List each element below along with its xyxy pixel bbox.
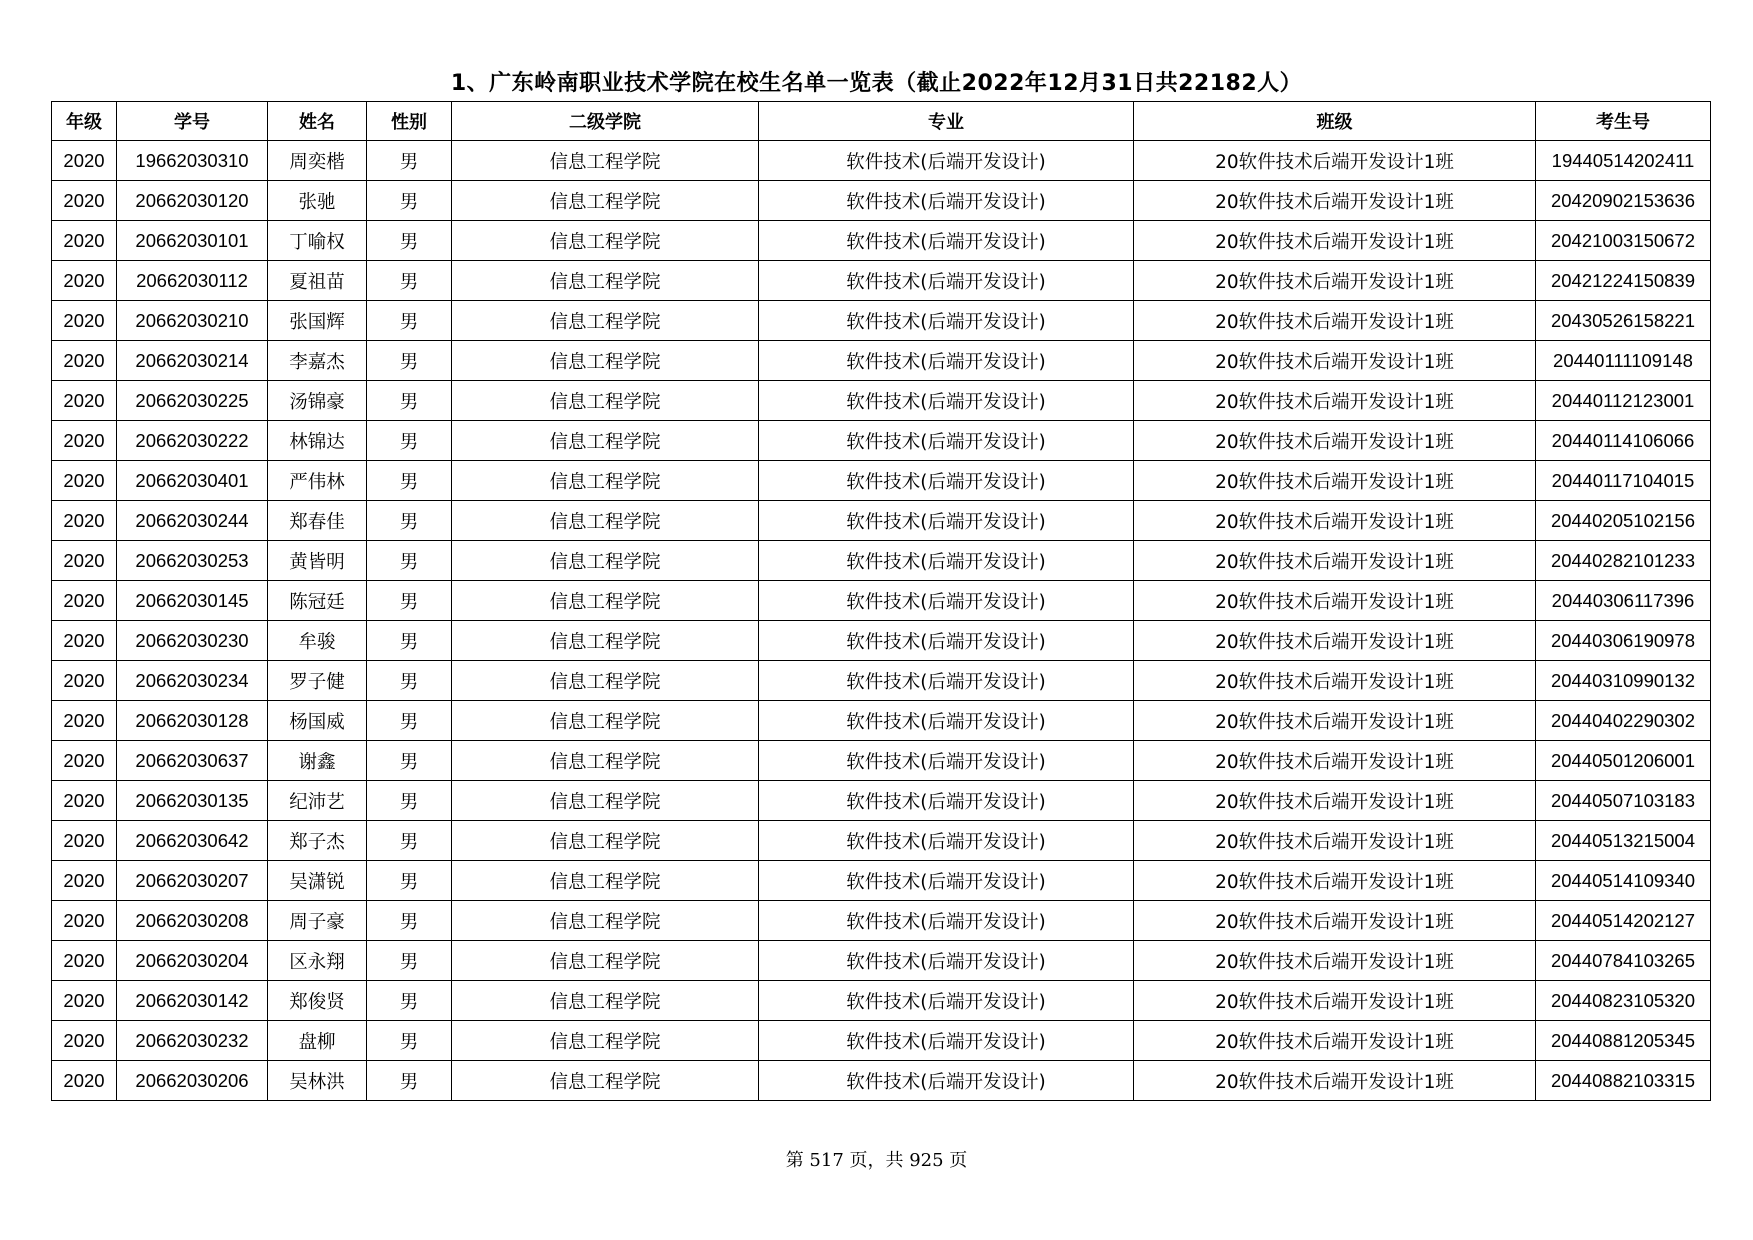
cell-name: 陈冠廷 [268, 581, 367, 621]
cell-class: 20软件技术后端开发设计1班 [1134, 661, 1536, 701]
cell-grade: 2020 [52, 781, 117, 821]
cell-name: 李嘉杰 [268, 341, 367, 381]
cell-gender: 男 [367, 901, 452, 941]
header-college: 二级学院 [452, 102, 759, 141]
cell-name: 盘柳 [268, 1021, 367, 1061]
table-row [52, 1061, 1711, 1101]
cell-name: 丁喻权 [268, 221, 367, 261]
cell-grade: 2020 [52, 461, 117, 501]
cell-name: 郑子杰 [268, 821, 367, 861]
cell-exam-number: 20440306190978 [1536, 621, 1711, 661]
cell-name: 张国辉 [268, 301, 367, 341]
cell-name: 吴林洪 [268, 1061, 367, 1101]
cell-exam-number: 20440514109340 [1536, 861, 1711, 901]
cell-major: 软件技术(后端开发设计) [759, 141, 1134, 181]
cell-grade: 2020 [52, 821, 117, 861]
cell-gender: 男 [367, 221, 452, 261]
cell-exam-number: 20440402290302 [1536, 701, 1711, 741]
page-number: 第 517 页，共 925 页 [785, 1150, 968, 1171]
cell-name: 林锦达 [268, 421, 367, 461]
cell-gender: 男 [367, 701, 452, 741]
cell-class: 20软件技术后端开发设计1班 [1134, 261, 1536, 301]
header-student-id: 学号 [117, 102, 268, 141]
cell-class: 20软件技术后端开发设计1班 [1134, 941, 1536, 981]
table-header-row [52, 102, 1711, 141]
cell-student-id: 20662030206 [117, 1061, 268, 1101]
cell-name: 黄皆明 [268, 541, 367, 581]
cell-college: 信息工程学院 [452, 501, 759, 541]
cell-grade: 2020 [52, 341, 117, 381]
table-row [52, 221, 1711, 261]
header-grade: 年级 [52, 102, 117, 141]
cell-grade: 2020 [52, 861, 117, 901]
cell-exam-number: 20440784103265 [1536, 941, 1711, 981]
cell-major: 软件技术(后端开发设计) [759, 501, 1134, 541]
cell-major: 软件技术(后端开发设计) [759, 581, 1134, 621]
header-major: 专业 [759, 102, 1134, 141]
cell-class: 20软件技术后端开发设计1班 [1134, 381, 1536, 421]
cell-class: 20软件技术后端开发设计1班 [1134, 981, 1536, 1021]
cell-grade: 2020 [52, 941, 117, 981]
cell-class: 20软件技术后端开发设计1班 [1134, 181, 1536, 221]
cell-gender: 男 [367, 141, 452, 181]
cell-student-id: 20662030230 [117, 621, 268, 661]
cell-grade: 2020 [52, 981, 117, 1021]
cell-name: 周子豪 [268, 901, 367, 941]
cell-exam-number: 20440205102156 [1536, 501, 1711, 541]
cell-student-id: 20662030637 [117, 741, 268, 781]
cell-class: 20软件技术后端开发设计1班 [1134, 221, 1536, 261]
table-row [52, 741, 1711, 781]
cell-major: 软件技术(后端开发设计) [759, 981, 1134, 1021]
cell-college: 信息工程学院 [452, 421, 759, 461]
cell-college: 信息工程学院 [452, 861, 759, 901]
cell-class: 20软件技术后端开发设计1班 [1134, 421, 1536, 461]
cell-gender: 男 [367, 861, 452, 901]
cell-class: 20软件技术后端开发设计1班 [1134, 501, 1536, 541]
cell-gender: 男 [367, 261, 452, 301]
cell-gender: 男 [367, 541, 452, 581]
cell-exam-number: 20440881205345 [1536, 1021, 1711, 1061]
cell-grade: 2020 [52, 221, 117, 261]
cell-student-id: 20662030225 [117, 381, 268, 421]
cell-grade: 2020 [52, 741, 117, 781]
cell-grade: 2020 [52, 621, 117, 661]
cell-student-id: 20662030145 [117, 581, 268, 621]
cell-class: 20软件技术后端开发设计1班 [1134, 461, 1536, 501]
header-exam-number: 考生号 [1536, 102, 1711, 141]
cell-major: 软件技术(后端开发设计) [759, 621, 1134, 661]
cell-exam-number: 20420902153636 [1536, 181, 1711, 221]
cell-exam-number: 20440823105320 [1536, 981, 1711, 1021]
cell-name: 夏祖苗 [268, 261, 367, 301]
cell-gender: 男 [367, 781, 452, 821]
cell-college: 信息工程学院 [452, 701, 759, 741]
cell-name: 吴潇锐 [268, 861, 367, 901]
cell-student-id: 20662030101 [117, 221, 268, 261]
header-class: 班级 [1134, 102, 1536, 141]
cell-college: 信息工程学院 [452, 301, 759, 341]
cell-name: 张驰 [268, 181, 367, 221]
cell-name: 杨国威 [268, 701, 367, 741]
cell-major: 软件技术(后端开发设计) [759, 661, 1134, 701]
cell-student-id: 20662030204 [117, 941, 268, 981]
cell-college: 信息工程学院 [452, 821, 759, 861]
cell-name: 罗子健 [268, 661, 367, 701]
cell-exam-number: 20430526158221 [1536, 301, 1711, 341]
cell-exam-number: 20440282101233 [1536, 541, 1711, 581]
cell-exam-number: 20440111109148 [1536, 341, 1711, 381]
table-row [52, 661, 1711, 701]
table-row [52, 541, 1711, 581]
cell-name: 郑俊贤 [268, 981, 367, 1021]
cell-student-id: 20662030210 [117, 301, 268, 341]
table-row [52, 461, 1711, 501]
header-gender: 性别 [367, 102, 452, 141]
cell-college: 信息工程学院 [452, 341, 759, 381]
cell-college: 信息工程学院 [452, 381, 759, 421]
cell-class: 20软件技术后端开发设计1班 [1134, 701, 1536, 741]
cell-major: 软件技术(后端开发设计) [759, 741, 1134, 781]
cell-college: 信息工程学院 [452, 181, 759, 221]
cell-name: 牟骏 [268, 621, 367, 661]
cell-student-id: 20662030642 [117, 821, 268, 861]
cell-grade: 2020 [52, 581, 117, 621]
cell-college: 信息工程学院 [452, 541, 759, 581]
table-row [52, 261, 1711, 301]
cell-student-id: 20662030128 [117, 701, 268, 741]
cell-class: 20软件技术后端开发设计1班 [1134, 341, 1536, 381]
cell-exam-number: 20421224150839 [1536, 261, 1711, 301]
cell-student-id: 20662030214 [117, 341, 268, 381]
cell-major: 软件技术(后端开发设计) [759, 861, 1134, 901]
cell-grade: 2020 [52, 1061, 117, 1101]
cell-exam-number: 20440306117396 [1536, 581, 1711, 621]
cell-gender: 男 [367, 581, 452, 621]
cell-major: 软件技术(后端开发设计) [759, 781, 1134, 821]
cell-college: 信息工程学院 [452, 461, 759, 501]
cell-gender: 男 [367, 301, 452, 341]
cell-class: 20软件技术后端开发设计1班 [1134, 861, 1536, 901]
cell-college: 信息工程学院 [452, 141, 759, 181]
cell-student-id: 20662030112 [117, 261, 268, 301]
cell-grade: 2020 [52, 141, 117, 181]
cell-major: 软件技术(后端开发设计) [759, 381, 1134, 421]
cell-student-id: 20662030142 [117, 981, 268, 1021]
cell-student-id: 20662030244 [117, 501, 268, 541]
cell-exam-number: 20440882103315 [1536, 1061, 1711, 1101]
cell-grade: 2020 [52, 541, 117, 581]
cell-grade: 2020 [52, 701, 117, 741]
cell-name: 纪沛艺 [268, 781, 367, 821]
table-row [52, 181, 1711, 221]
cell-gender: 男 [367, 821, 452, 861]
cell-college: 信息工程学院 [452, 981, 759, 1021]
table-row [52, 381, 1711, 421]
cell-grade: 2020 [52, 381, 117, 421]
cell-major: 软件技术(后端开发设计) [759, 1061, 1134, 1101]
cell-exam-number: 20440514202127 [1536, 901, 1711, 941]
cell-gender: 男 [367, 981, 452, 1021]
cell-class: 20软件技术后端开发设计1班 [1134, 1021, 1536, 1061]
cell-exam-number: 19440514202411 [1536, 141, 1711, 181]
page-title: 1、广东岭南职业技术学院在校生名单一览表（截止2022年12月31日共22182人） [450, 71, 1303, 96]
cell-gender: 男 [367, 741, 452, 781]
cell-college: 信息工程学院 [452, 581, 759, 621]
cell-grade: 2020 [52, 421, 117, 461]
cell-class: 20软件技术后端开发设计1班 [1134, 621, 1536, 661]
table-row [52, 501, 1711, 541]
cell-college: 信息工程学院 [452, 1021, 759, 1061]
cell-major: 软件技术(后端开发设计) [759, 821, 1134, 861]
cell-student-id: 20662030232 [117, 1021, 268, 1061]
cell-class: 20软件技术后端开发设计1班 [1134, 141, 1536, 181]
cell-college: 信息工程学院 [452, 781, 759, 821]
cell-exam-number: 20440310990132 [1536, 661, 1711, 701]
cell-student-id: 20662030401 [117, 461, 268, 501]
cell-college: 信息工程学院 [452, 941, 759, 981]
cell-student-id: 20662030234 [117, 661, 268, 701]
table-row [52, 781, 1711, 821]
cell-class: 20软件技术后端开发设计1班 [1134, 1061, 1536, 1101]
cell-major: 软件技术(后端开发设计) [759, 301, 1134, 341]
cell-major: 软件技术(后端开发设计) [759, 941, 1134, 981]
cell-gender: 男 [367, 661, 452, 701]
header-name: 姓名 [268, 102, 367, 141]
cell-name: 谢鑫 [268, 741, 367, 781]
table-row [52, 141, 1711, 181]
cell-major: 软件技术(后端开发设计) [759, 261, 1134, 301]
cell-exam-number: 20440513215004 [1536, 821, 1711, 861]
table-row [52, 341, 1711, 381]
cell-gender: 男 [367, 181, 452, 221]
table-row [52, 941, 1711, 981]
cell-student-id: 20662030208 [117, 901, 268, 941]
cell-grade: 2020 [52, 181, 117, 221]
cell-student-id: 20662030135 [117, 781, 268, 821]
cell-grade: 2020 [52, 901, 117, 941]
cell-name: 周奕楷 [268, 141, 367, 181]
cell-major: 软件技术(后端开发设计) [759, 461, 1134, 501]
cell-student-id: 20662030207 [117, 861, 268, 901]
cell-major: 软件技术(后端开发设计) [759, 541, 1134, 581]
cell-class: 20软件技术后端开发设计1班 [1134, 781, 1536, 821]
cell-major: 软件技术(后端开发设计) [759, 1021, 1134, 1061]
table-row [52, 421, 1711, 461]
cell-student-id: 20662030222 [117, 421, 268, 461]
cell-class: 20软件技术后端开发设计1班 [1134, 741, 1536, 781]
cell-gender: 男 [367, 381, 452, 421]
cell-major: 软件技术(后端开发设计) [759, 181, 1134, 221]
cell-major: 软件技术(后端开发设计) [759, 421, 1134, 461]
cell-grade: 2020 [52, 261, 117, 301]
cell-major: 软件技术(后端开发设计) [759, 901, 1134, 941]
cell-college: 信息工程学院 [452, 901, 759, 941]
cell-exam-number: 20440501206001 [1536, 741, 1711, 781]
cell-student-id: 20662030120 [117, 181, 268, 221]
cell-exam-number: 20440507103183 [1536, 781, 1711, 821]
cell-grade: 2020 [52, 1021, 117, 1061]
student-roster-table [51, 101, 1711, 1101]
cell-major: 软件技术(后端开发设计) [759, 341, 1134, 381]
cell-name: 严伟林 [268, 461, 367, 501]
cell-college: 信息工程学院 [452, 221, 759, 261]
cell-class: 20软件技术后端开发设计1班 [1134, 901, 1536, 941]
cell-exam-number: 20440117104015 [1536, 461, 1711, 501]
cell-gender: 男 [367, 501, 452, 541]
table-row [52, 861, 1711, 901]
cell-major: 软件技术(后端开发设计) [759, 221, 1134, 261]
cell-exam-number: 20421003150672 [1536, 221, 1711, 261]
table-row [52, 621, 1711, 661]
cell-college: 信息工程学院 [452, 621, 759, 661]
table-row [52, 581, 1711, 621]
table-row [52, 821, 1711, 861]
cell-gender: 男 [367, 421, 452, 461]
cell-college: 信息工程学院 [452, 661, 759, 701]
cell-grade: 2020 [52, 301, 117, 341]
cell-class: 20软件技术后端开发设计1班 [1134, 541, 1536, 581]
cell-gender: 男 [367, 341, 452, 381]
table-row [52, 701, 1711, 741]
table-row [52, 901, 1711, 941]
cell-gender: 男 [367, 461, 452, 501]
cell-major: 软件技术(后端开发设计) [759, 701, 1134, 741]
table-row [52, 1021, 1711, 1061]
cell-grade: 2020 [52, 661, 117, 701]
cell-exam-number: 20440114106066 [1536, 421, 1711, 461]
table-row [52, 301, 1711, 341]
cell-class: 20软件技术后端开发设计1班 [1134, 301, 1536, 341]
table-row [52, 981, 1711, 1021]
cell-grade: 2020 [52, 501, 117, 541]
cell-college: 信息工程学院 [452, 1061, 759, 1101]
cell-gender: 男 [367, 941, 452, 981]
cell-gender: 男 [367, 621, 452, 661]
cell-class: 20软件技术后端开发设计1班 [1134, 821, 1536, 861]
cell-name: 郑春佳 [268, 501, 367, 541]
cell-name: 区永翔 [268, 941, 367, 981]
cell-class: 20软件技术后端开发设计1班 [1134, 581, 1536, 621]
cell-gender: 男 [367, 1021, 452, 1061]
cell-gender: 男 [367, 1061, 452, 1101]
cell-student-id: 20662030253 [117, 541, 268, 581]
cell-college: 信息工程学院 [452, 261, 759, 301]
cell-college: 信息工程学院 [452, 741, 759, 781]
cell-exam-number: 20440112123001 [1536, 381, 1711, 421]
cell-student-id: 19662030310 [117, 141, 268, 181]
cell-name: 汤锦豪 [268, 381, 367, 421]
